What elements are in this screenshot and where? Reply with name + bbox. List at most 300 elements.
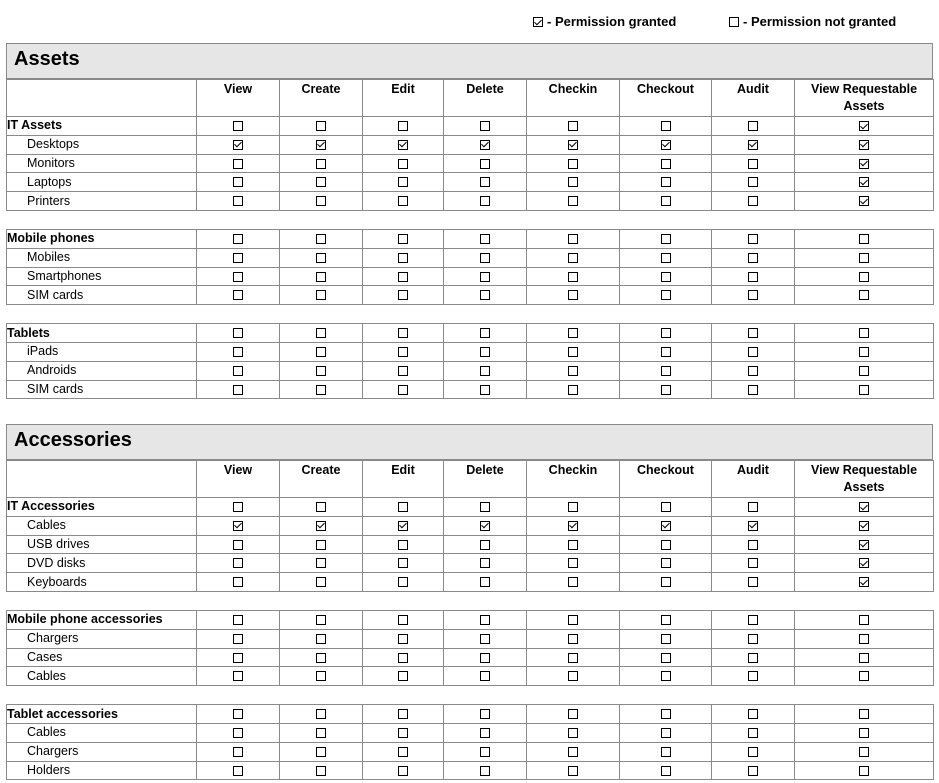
permission-cell	[197, 229, 280, 248]
empty-box-icon[interactable]	[748, 709, 758, 719]
empty-box-icon[interactable]	[661, 577, 671, 587]
empty-box-icon[interactable]	[859, 234, 869, 244]
permission-cell	[712, 667, 795, 686]
empty-box-icon[interactable]	[316, 671, 326, 681]
empty-box-icon[interactable]	[568, 290, 578, 300]
empty-box-icon[interactable]	[233, 577, 243, 587]
group-label: Mobile phone accessories	[7, 610, 197, 629]
empty-box-icon[interactable]	[661, 253, 671, 263]
empty-box-icon[interactable]	[661, 709, 671, 719]
empty-box-icon[interactable]	[748, 615, 758, 625]
permission-cell	[444, 324, 527, 343]
permission-cell	[363, 629, 444, 648]
permission-cell	[197, 610, 280, 629]
empty-box-icon[interactable]	[661, 290, 671, 300]
checked-box-icon[interactable]	[859, 196, 869, 206]
empty-box-icon[interactable]	[233, 159, 243, 169]
empty-box-icon[interactable]	[480, 577, 490, 587]
empty-box-icon[interactable]	[568, 234, 578, 244]
empty-box-icon[interactable]	[233, 728, 243, 738]
empty-box-icon[interactable]	[316, 540, 326, 550]
checked-box-icon[interactable]	[398, 521, 408, 531]
section-accessories	[6, 424, 933, 780]
empty-box-icon[interactable]	[316, 634, 326, 644]
empty-box-icon[interactable]	[568, 272, 578, 282]
empty-box-icon[interactable]	[859, 615, 869, 625]
empty-box-icon[interactable]	[748, 747, 758, 757]
empty-box-icon[interactable]	[316, 615, 326, 625]
empty-box-icon[interactable]	[568, 653, 578, 663]
empty-box-icon[interactable]	[398, 615, 408, 625]
empty-box-icon[interactable]	[859, 253, 869, 263]
empty-box-icon[interactable]	[748, 366, 758, 376]
permission-cell	[444, 723, 527, 742]
empty-box-icon[interactable]	[316, 272, 326, 282]
empty-box-icon[interactable]	[748, 159, 758, 169]
empty-box-icon[interactable]	[233, 558, 243, 568]
group-label: Mobile phones	[7, 229, 197, 248]
permission-cell	[712, 117, 795, 136]
empty-box-icon[interactable]	[661, 540, 671, 550]
permission-cell	[795, 516, 934, 535]
checked-box-icon[interactable]	[859, 540, 869, 550]
permission-cell	[280, 516, 363, 535]
checked-box-icon[interactable]	[661, 521, 671, 531]
empty-box-icon[interactable]	[398, 234, 408, 244]
empty-box-icon[interactable]	[316, 766, 326, 776]
empty-box-icon[interactable]	[480, 234, 490, 244]
empty-box-icon[interactable]	[661, 159, 671, 169]
permission-cell	[363, 267, 444, 286]
empty-box-icon[interactable]	[480, 671, 490, 681]
permission-cell	[712, 610, 795, 629]
row-label: Cables	[7, 667, 197, 686]
empty-box-icon[interactable]	[661, 634, 671, 644]
empty-box-icon[interactable]	[398, 121, 408, 131]
empty-box-icon[interactable]	[568, 709, 578, 719]
permission-cell	[197, 629, 280, 648]
permission-cell	[363, 286, 444, 305]
checked-box-icon[interactable]	[316, 521, 326, 531]
permission-cell	[280, 324, 363, 343]
empty-box-icon[interactable]	[480, 159, 490, 169]
empty-box-icon[interactable]	[398, 671, 408, 681]
header-blank-cell	[7, 461, 197, 498]
empty-box-icon[interactable]	[398, 577, 408, 587]
permission-cell	[712, 742, 795, 761]
empty-box-icon[interactable]	[568, 159, 578, 169]
empty-box-icon[interactable]	[568, 615, 578, 625]
empty-box-icon[interactable]	[398, 366, 408, 376]
column-header: View Requestable Assets	[795, 461, 934, 498]
permission-cell	[363, 192, 444, 211]
checked-box-icon[interactable]	[568, 140, 578, 150]
permission-cell	[795, 154, 934, 173]
table-row	[7, 573, 934, 592]
empty-box-icon[interactable]	[748, 634, 758, 644]
permission-cell	[795, 610, 934, 629]
checked-box-icon[interactable]	[859, 177, 869, 187]
empty-box-icon[interactable]	[748, 385, 758, 395]
empty-box-icon[interactable]	[748, 577, 758, 587]
empty-box-icon[interactable]	[568, 253, 578, 263]
permission-cell	[197, 192, 280, 211]
empty-box-icon[interactable]	[233, 177, 243, 187]
empty-box-icon[interactable]	[398, 272, 408, 282]
empty-box-icon[interactable]	[568, 634, 578, 644]
empty-box-icon[interactable]	[233, 671, 243, 681]
empty-box-icon[interactable]	[233, 634, 243, 644]
empty-box-icon[interactable]	[316, 290, 326, 300]
empty-box-icon[interactable]	[233, 121, 243, 131]
empty-box-icon[interactable]	[233, 502, 243, 512]
empty-box-icon[interactable]	[233, 272, 243, 282]
empty-box-icon[interactable]	[480, 766, 490, 776]
empty-box-icon[interactable]	[661, 728, 671, 738]
empty-box-icon[interactable]	[398, 653, 408, 663]
empty-box-icon[interactable]	[859, 709, 869, 719]
empty-box-icon[interactable]	[233, 196, 243, 206]
permission-cell	[280, 135, 363, 154]
row-label: Laptops	[7, 173, 197, 192]
empty-box-icon[interactable]	[398, 728, 408, 738]
empty-box-icon[interactable]	[316, 253, 326, 263]
empty-box-icon[interactable]	[661, 328, 671, 338]
permission-cell	[444, 629, 527, 648]
empty-box-icon[interactable]	[748, 671, 758, 681]
empty-box-icon[interactable]	[859, 272, 869, 282]
permission-cell	[795, 498, 934, 517]
empty-box-icon[interactable]	[568, 540, 578, 550]
empty-box-icon[interactable]	[748, 502, 758, 512]
permission-cell	[197, 498, 280, 517]
checked-box-icon[interactable]	[748, 140, 758, 150]
permission-cell	[197, 117, 280, 136]
empty-box-icon[interactable]	[568, 121, 578, 131]
empty-box-icon[interactable]	[316, 347, 326, 357]
checked-box-icon[interactable]	[859, 558, 869, 568]
empty-box-icon[interactable]	[398, 502, 408, 512]
empty-box-icon[interactable]	[398, 540, 408, 550]
permission-cell	[712, 498, 795, 517]
empty-box-icon[interactable]	[398, 709, 408, 719]
permission-cell	[620, 498, 712, 517]
empty-box-icon[interactable]	[568, 366, 578, 376]
empty-box-icon[interactable]	[661, 385, 671, 395]
permission-cell	[712, 361, 795, 380]
empty-box-icon[interactable]	[233, 653, 243, 663]
empty-box-icon[interactable]	[233, 366, 243, 376]
empty-box-icon[interactable]	[859, 766, 869, 776]
permission-cell	[620, 173, 712, 192]
permission-cell	[712, 342, 795, 361]
empty-box-icon[interactable]	[316, 159, 326, 169]
empty-box-icon[interactable]	[480, 634, 490, 644]
empty-box-icon[interactable]	[859, 747, 869, 757]
empty-box-icon[interactable]	[748, 290, 758, 300]
permission-cell	[527, 342, 620, 361]
permission-cell	[444, 742, 527, 761]
permission-cell	[712, 192, 795, 211]
empty-box-icon[interactable]	[480, 385, 490, 395]
permission-cell	[197, 286, 280, 305]
permission-cell	[527, 324, 620, 343]
empty-box-icon[interactable]	[568, 196, 578, 206]
permission-cell	[197, 705, 280, 724]
permission-cell	[280, 361, 363, 380]
empty-box-icon[interactable]	[480, 253, 490, 263]
empty-box-icon[interactable]	[661, 747, 671, 757]
permission-cell	[197, 554, 280, 573]
permission-cell	[527, 286, 620, 305]
empty-box-icon[interactable]	[480, 290, 490, 300]
empty-box-icon[interactable]	[233, 766, 243, 776]
empty-box-icon[interactable]	[661, 502, 671, 512]
empty-box-icon[interactable]	[233, 328, 243, 338]
empty-box-icon[interactable]	[233, 615, 243, 625]
empty-box-icon[interactable]	[480, 328, 490, 338]
empty-box-icon[interactable]	[398, 196, 408, 206]
empty-box-icon[interactable]	[480, 615, 490, 625]
empty-box-icon[interactable]	[748, 234, 758, 244]
empty-box-icon[interactable]	[661, 347, 671, 357]
empty-box-icon[interactable]	[398, 634, 408, 644]
permission-cell	[363, 667, 444, 686]
group-label: Tablet accessories	[7, 705, 197, 724]
empty-box-icon[interactable]	[661, 671, 671, 681]
empty-box-icon[interactable]	[316, 577, 326, 587]
empty-box-icon[interactable]	[480, 747, 490, 757]
empty-box-icon[interactable]	[233, 747, 243, 757]
empty-box-icon[interactable]	[748, 558, 758, 568]
empty-box-icon[interactable]	[748, 766, 758, 776]
checked-box-icon[interactable]	[859, 502, 869, 512]
column-header: View	[197, 461, 280, 498]
empty-box-icon[interactable]	[316, 366, 326, 376]
empty-box-icon[interactable]	[748, 347, 758, 357]
row-label: USB drives	[7, 535, 197, 554]
checked-box-icon[interactable]	[859, 140, 869, 150]
spacer-row	[7, 305, 934, 324]
checked-box-icon[interactable]	[233, 140, 243, 150]
permission-cell	[363, 324, 444, 343]
empty-box-icon[interactable]	[316, 328, 326, 338]
empty-box-icon[interactable]	[480, 558, 490, 568]
empty-box-icon[interactable]	[316, 558, 326, 568]
empty-box-icon[interactable]	[568, 385, 578, 395]
legend	[0, 14, 939, 32]
checked-box-icon[interactable]	[859, 577, 869, 587]
empty-box-icon[interactable]	[480, 540, 490, 550]
empty-box-icon[interactable]	[859, 671, 869, 681]
permission-cell	[527, 135, 620, 154]
checked-box-icon[interactable]	[859, 159, 869, 169]
checked-box-icon[interactable]	[859, 121, 869, 131]
empty-box-icon[interactable]	[748, 328, 758, 338]
empty-box-icon[interactable]	[859, 328, 869, 338]
permission-cell	[280, 705, 363, 724]
permission-cell	[444, 342, 527, 361]
permission-cell	[795, 380, 934, 399]
empty-box-icon[interactable]	[233, 347, 243, 357]
empty-box-icon[interactable]	[748, 653, 758, 663]
permission-cell	[795, 723, 934, 742]
empty-box-icon[interactable]	[480, 366, 490, 376]
checked-box-icon[interactable]	[859, 521, 869, 531]
permission-cell	[280, 229, 363, 248]
empty-box-icon[interactable]	[316, 196, 326, 206]
empty-box-icon[interactable]	[398, 159, 408, 169]
table-row	[7, 361, 934, 380]
empty-box-icon[interactable]	[316, 502, 326, 512]
empty-box-icon[interactable]	[480, 121, 490, 131]
empty-box-icon[interactable]	[859, 653, 869, 663]
checked-box-icon[interactable]	[568, 521, 578, 531]
permission-cell	[363, 742, 444, 761]
legend-granted-label: - Permission granted	[547, 14, 677, 29]
empty-box-icon[interactable]	[748, 728, 758, 738]
empty-box-icon[interactable]	[316, 177, 326, 187]
empty-box-icon[interactable]	[233, 290, 243, 300]
group-label: IT Accessories	[7, 498, 197, 517]
empty-box-icon[interactable]	[859, 385, 869, 395]
empty-box-icon[interactable]	[398, 177, 408, 187]
empty-box-icon[interactable]	[316, 121, 326, 131]
empty-box-icon[interactable]	[398, 385, 408, 395]
empty-box-icon[interactable]	[316, 653, 326, 663]
empty-box-icon[interactable]	[480, 653, 490, 663]
empty-box-icon[interactable]	[859, 634, 869, 644]
permission-cell	[197, 516, 280, 535]
permission-cell	[363, 648, 444, 667]
permission-cell	[280, 498, 363, 517]
empty-box-icon[interactable]	[398, 766, 408, 776]
permission-cell	[620, 192, 712, 211]
empty-box-icon[interactable]	[568, 502, 578, 512]
empty-box-icon[interactable]	[748, 196, 758, 206]
permission-cell	[363, 723, 444, 742]
empty-box-icon[interactable]	[661, 196, 671, 206]
checked-box-icon[interactable]	[233, 521, 243, 531]
empty-box-icon[interactable]	[661, 558, 671, 568]
checked-box-icon[interactable]	[480, 140, 490, 150]
empty-box-icon[interactable]	[480, 272, 490, 282]
empty-box-icon[interactable]	[398, 558, 408, 568]
column-header: Checkin	[527, 461, 620, 498]
empty-box-icon[interactable]	[233, 709, 243, 719]
empty-box-icon[interactable]	[398, 347, 408, 357]
empty-box-icon[interactable]	[748, 177, 758, 187]
empty-box-icon[interactable]	[316, 747, 326, 757]
legend-not-granted	[729, 14, 896, 29]
empty-box-icon[interactable]	[480, 347, 490, 357]
empty-box-icon[interactable]	[568, 766, 578, 776]
permission-cell	[280, 342, 363, 361]
permission-cell	[197, 723, 280, 742]
checked-box-icon[interactable]	[316, 140, 326, 150]
checked-box-icon[interactable]	[398, 140, 408, 150]
permission-cell	[527, 723, 620, 742]
empty-box-icon[interactable]	[316, 385, 326, 395]
empty-box-icon[interactable]	[568, 747, 578, 757]
empty-box-icon[interactable]	[568, 347, 578, 357]
permission-cell	[197, 361, 280, 380]
permission-cell	[527, 154, 620, 173]
empty-box-icon[interactable]	[661, 615, 671, 625]
empty-box-icon[interactable]	[859, 366, 869, 376]
permission-cell	[712, 324, 795, 343]
empty-box-icon[interactable]	[480, 728, 490, 738]
permission-cell	[197, 342, 280, 361]
empty-box-icon[interactable]	[480, 709, 490, 719]
empty-box-icon[interactable]	[398, 328, 408, 338]
empty-box-icon[interactable]	[859, 347, 869, 357]
permission-cell	[795, 648, 934, 667]
empty-box-icon[interactable]	[316, 234, 326, 244]
empty-box-icon[interactable]	[568, 728, 578, 738]
empty-box-icon[interactable]	[661, 177, 671, 187]
empty-box-icon[interactable]	[398, 290, 408, 300]
checked-box-icon[interactable]	[661, 140, 671, 150]
empty-box-icon[interactable]	[233, 385, 243, 395]
spacer-row	[7, 591, 934, 610]
empty-box-icon[interactable]	[661, 121, 671, 131]
empty-box-icon[interactable]	[233, 234, 243, 244]
permission-cell	[444, 516, 527, 535]
empty-box-icon[interactable]	[480, 502, 490, 512]
empty-box-icon[interactable]	[568, 177, 578, 187]
row-label: Printers	[7, 192, 197, 211]
empty-box-icon[interactable]	[748, 253, 758, 263]
empty-box-icon[interactable]	[859, 290, 869, 300]
empty-box-icon[interactable]	[661, 653, 671, 663]
empty-box-icon[interactable]	[748, 121, 758, 131]
permission-cell	[795, 192, 934, 211]
column-header: Checkout	[620, 461, 712, 498]
permission-cell	[527, 629, 620, 648]
empty-box-icon[interactable]	[480, 177, 490, 187]
empty-box-icon[interactable]	[748, 272, 758, 282]
empty-box-icon[interactable]	[398, 747, 408, 757]
row-label: Chargers	[7, 629, 197, 648]
checked-box-icon[interactable]	[480, 521, 490, 531]
permission-cell	[712, 723, 795, 742]
permission-cell	[197, 267, 280, 286]
permission-cell	[620, 267, 712, 286]
empty-box-icon[interactable]	[568, 558, 578, 568]
permission-cell	[795, 267, 934, 286]
permission-cell	[444, 667, 527, 686]
empty-box-icon[interactable]	[233, 253, 243, 263]
empty-box-icon[interactable]	[661, 234, 671, 244]
empty-box-icon[interactable]	[568, 671, 578, 681]
empty-box-icon[interactable]	[316, 728, 326, 738]
empty-box-icon[interactable]	[480, 196, 490, 206]
empty-box-icon[interactable]	[398, 253, 408, 263]
empty-box-icon[interactable]	[233, 540, 243, 550]
empty-box-icon[interactable]	[568, 328, 578, 338]
empty-box-icon[interactable]	[661, 366, 671, 376]
checked-box-icon[interactable]	[748, 521, 758, 531]
permission-cell	[527, 761, 620, 780]
empty-box-icon[interactable]	[661, 766, 671, 776]
empty-box-icon[interactable]	[568, 577, 578, 587]
empty-box-icon[interactable]	[316, 709, 326, 719]
empty-box-icon[interactable]	[859, 728, 869, 738]
empty-box-icon[interactable]	[748, 540, 758, 550]
empty-box-icon[interactable]	[661, 272, 671, 282]
column-header: Delete	[444, 80, 527, 117]
